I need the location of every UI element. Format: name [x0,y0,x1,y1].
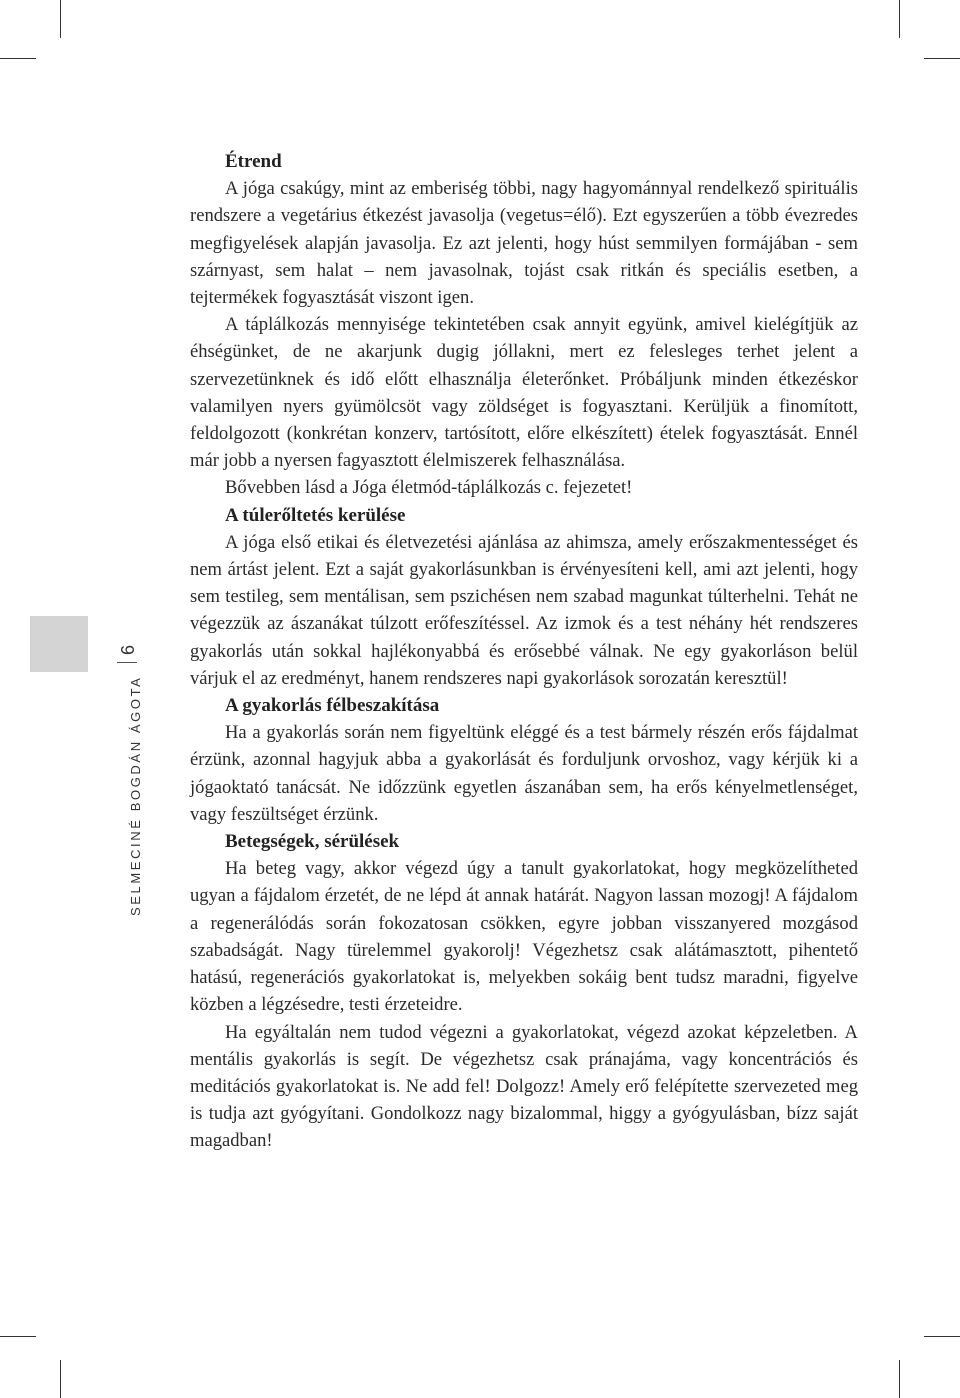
running-head: SELMECINÉ BOGDÁN ÁGOTA [128,675,143,916]
crop-mark-top-left-horizontal [0,58,36,59]
crop-mark-top-right-vertical [899,0,900,38]
crop-mark-top-right-horizontal [924,58,960,59]
paragraph: Ha beteg vagy, akkor végezd úgy a tanult gyakorlatokat, hogy megközelítheted ugyan a fájdalom érzetét, de ne lépd át annak határát. Nagyon lassan mozogj! A fájdalom a regenerálódás során fokozatosan csökken, egyre jobban visszanyered mozgásod szabadságát. Nagy türelemmel gyakorolj! Végezhetsz csak alátámasztott, pihentető hatású, regenerációs gyakorlatokat is, melyekben sokáig bent tudsz maradni, figyelve közben a légzésedre, testi érzeteidre. [190,858,858,1016]
text-block [190,148,858,1155]
paragraph: Ha a gyakorlás során nem figyeltünk eléggé és a test bármely részén erős fájdalmat érzünk, azonnal hagyjuk abba a gyakorlását és forduljunk orvoshoz, vagy kérjük ki a jógaoktató tanácsát. Ne időzzünk egyetlen ászanában sem, ha erős kényelmetlenséget, vagy feszültséget érzünk. [190,722,858,825]
chapter-tab [30,616,88,672]
crop-mark-bottom-left-horizontal [0,1336,36,1337]
page-number: 6 [118,645,138,656]
section-heading: A túlerőltetés kerülése [225,504,406,526]
page-number-rule [117,662,137,663]
paragraph: A jóga csakúgy, mint az emberiség többi, nagy hagyománnyal rendelkező spirituális rendszere a vegetárius étkezést javasolja (vegetus=élő). Ezt egyszerűen a több évezredes megfigyelések alapján javasolja. Ez azt jelenti, hogy húst semmilyen formájában - sem szárnyast, sem halat – nem javasolnak, tojást csak ritkán és speciális esetben, a tejtermékek fogyasztását viszont igen. [190,178,858,309]
section-heading: A gyakorlás félbeszakítása [225,695,440,717]
crop-mark-bottom-left-vertical [60,1360,61,1398]
crop-mark-bottom-right-vertical [899,1360,900,1398]
crop-mark-bottom-right-horizontal [924,1336,960,1337]
crop-mark-top-left-vertical [60,0,61,38]
paragraph: Ha egyáltalán nem tudod végezni a gyakorlatokat, végezd azokat képzeletben. A mentális gyakorlás is segít. De végezhetsz csak pránajáma, vagy koncentrációs és meditációs gyakorlatokat is. Ne add fel! Dolgozz! Amely erő felépítette szervezeted meg is tudja azt gyógyítani. Gondolkozz nagy bizalommal, higgy a gyógyulásban, bízz saját magadban! [190,1021,858,1152]
section-heading: Betegségek, sérülések [225,831,400,853]
paragraph: Bővebben lásd a Jóga életmód-táplálkozás c. fejezetet! [225,477,633,499]
paragraph: A jóga első etikai és életvezetési ajánlása az ahimsza, amely erőszakmentességet és nem ártást jelent. Ezt a saját gyakorlásunkban is érvényesíteni kell, ami azt jelenti, hogy sem testileg, sem mentálisan, sem pszichésen nem szabad magunkat túlterhelni. Tehát ne végezzük az ászanákat túlzott erőfeszítéssel. Az izmok és a test néhány hét rendszeres gyakorlás után sokkal hajlékonyabbá és erősebbé válnak. Ne egy gyakorláson belül várjuk el az eredményt, hanem rendszeres napi gyakorlások sorozatán keresztül! [190,531,858,689]
paragraph: A táplálkozás mennyisége tekintetében csak annyit együnk, amivel kielégítjük az éhségünket, de ne akarjunk dugig jóllakni, mert ez felesleges terhet jelent a szervezetünknek és idő előtt elhasználja életerőnket. Próbáljunk minden étkezéskor valamilyen nyers gyümölcsöt vagy zöldséget is fogyasztani. Kerüljük a finomított, feldolgozott (konkrétan konzerv, tartósított, előre elkészített) ételek fogyasztását. Ennél már jobb a nyersen fagyasztott élelmiszerek felhasználása. [190,314,858,472]
section-heading: Étrend [225,151,282,172]
